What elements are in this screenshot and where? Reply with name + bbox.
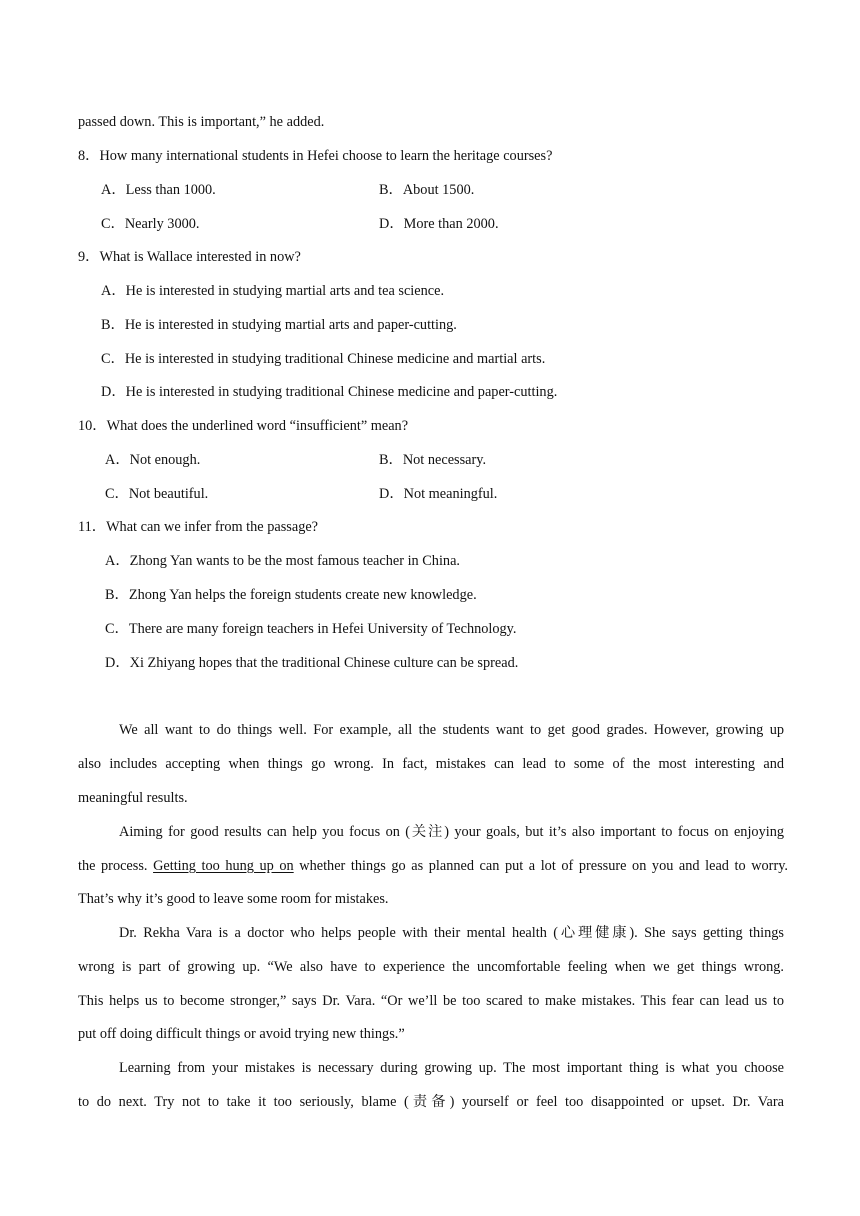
question-10-option-c: C．Not beautiful. bbox=[105, 486, 209, 502]
underlined-phrase: Getting too hung up on bbox=[153, 858, 294, 874]
question-9-option-d: D．He is interested in studying traditional Chinese medicine and paper-cutting. bbox=[101, 384, 558, 400]
passage-p3-line1: Dr. Rekha Vara is a doctor who helps people with their mental health (心理健康). She says getting things bbox=[119, 925, 784, 941]
passage-p1-line2: also includes accepting when things go wrong. In fact, mistakes can lead to some of the most interesting and bbox=[78, 756, 784, 772]
question-11-option-d: D．Xi Zhiyang hopes that the traditional Chinese culture can be spread. bbox=[105, 655, 519, 671]
question-10-stem: 10．What does the underlined word “insufficient” mean? bbox=[78, 418, 409, 434]
passage-p2-line2-suffix: whether things go as planned can put a lot of pressure on you and lead to worry. bbox=[293, 858, 788, 874]
question-10-option-b: B．Not necessary. bbox=[379, 452, 487, 468]
passage-p3-line4: put off doing difficult things or avoid trying new things.” bbox=[78, 1026, 405, 1042]
question-11-option-b: B．Zhong Yan helps the foreign students create new knowledge. bbox=[105, 587, 477, 603]
question-9-option-b: B．He is interested in studying martial arts and paper-cutting. bbox=[101, 317, 457, 333]
question-10-option-a: A．Not enough. bbox=[105, 452, 201, 468]
question-8-option-d: D．More than 2000. bbox=[379, 216, 499, 232]
question-9-stem: 9．What is Wallace interested in now? bbox=[78, 249, 301, 265]
question-8-option-c: C．Nearly 3000. bbox=[101, 216, 200, 232]
passage-fragment: passed down. This is important,” he added. bbox=[78, 114, 325, 130]
question-11-option-a: A．Zhong Yan wants to be the most famous teacher in China. bbox=[105, 553, 460, 569]
passage-p2-line3: That’s why it’s good to leave some room for mistakes. bbox=[78, 891, 389, 907]
question-9-option-c: C．He is interested in studying traditional Chinese medicine and martial arts. bbox=[101, 351, 546, 367]
passage-p1-line1: We all want to do things well. For example, all the students want to get good grades. However, growing up bbox=[119, 722, 784, 738]
question-9-option-a: A．He is interested in studying martial arts and tea science. bbox=[101, 283, 445, 299]
passage-p2-line2-prefix: the process. bbox=[78, 858, 154, 874]
passage-p3-line3: This helps us to become stronger,” says Dr. Vara. “Or we’ll be too scared to make mistakes. This fear can lead us to bbox=[78, 993, 784, 1009]
question-11-option-c: C．There are many foreign teachers in Hefei University of Technology. bbox=[105, 621, 517, 637]
passage-p4-line2: to do next. Try not to take it too seriously, blame (责备) yourself or feel too disappointed or upset. Dr. Vara bbox=[78, 1094, 784, 1110]
passage-p2-line1: Aiming for good results can help you focus on (关注) your goals, but it’s also important to focus on enjoying bbox=[119, 824, 784, 840]
passage-p3-line2: wrong is part of growing up. “We also have to experience the uncomfortable feeling when we get things wrong. bbox=[78, 959, 784, 975]
question-8-option-a: A．Less than 1000. bbox=[101, 182, 216, 198]
question-8-stem: 8．How many international students in Hefei choose to learn the heritage courses? bbox=[78, 148, 553, 164]
question-10-option-d: D．Not meaningful. bbox=[379, 486, 498, 502]
question-11-stem: 11．What can we infer from the passage? bbox=[78, 519, 319, 535]
question-8-option-b: B．About 1500. bbox=[379, 182, 475, 198]
passage-p4-line1: Learning from your mistakes is necessary during growing up. The most important thing is what you choose bbox=[119, 1060, 784, 1076]
passage-p1-line3: meaningful results. bbox=[78, 790, 188, 806]
passage-p2-line2 bbox=[78, 857, 788, 875]
